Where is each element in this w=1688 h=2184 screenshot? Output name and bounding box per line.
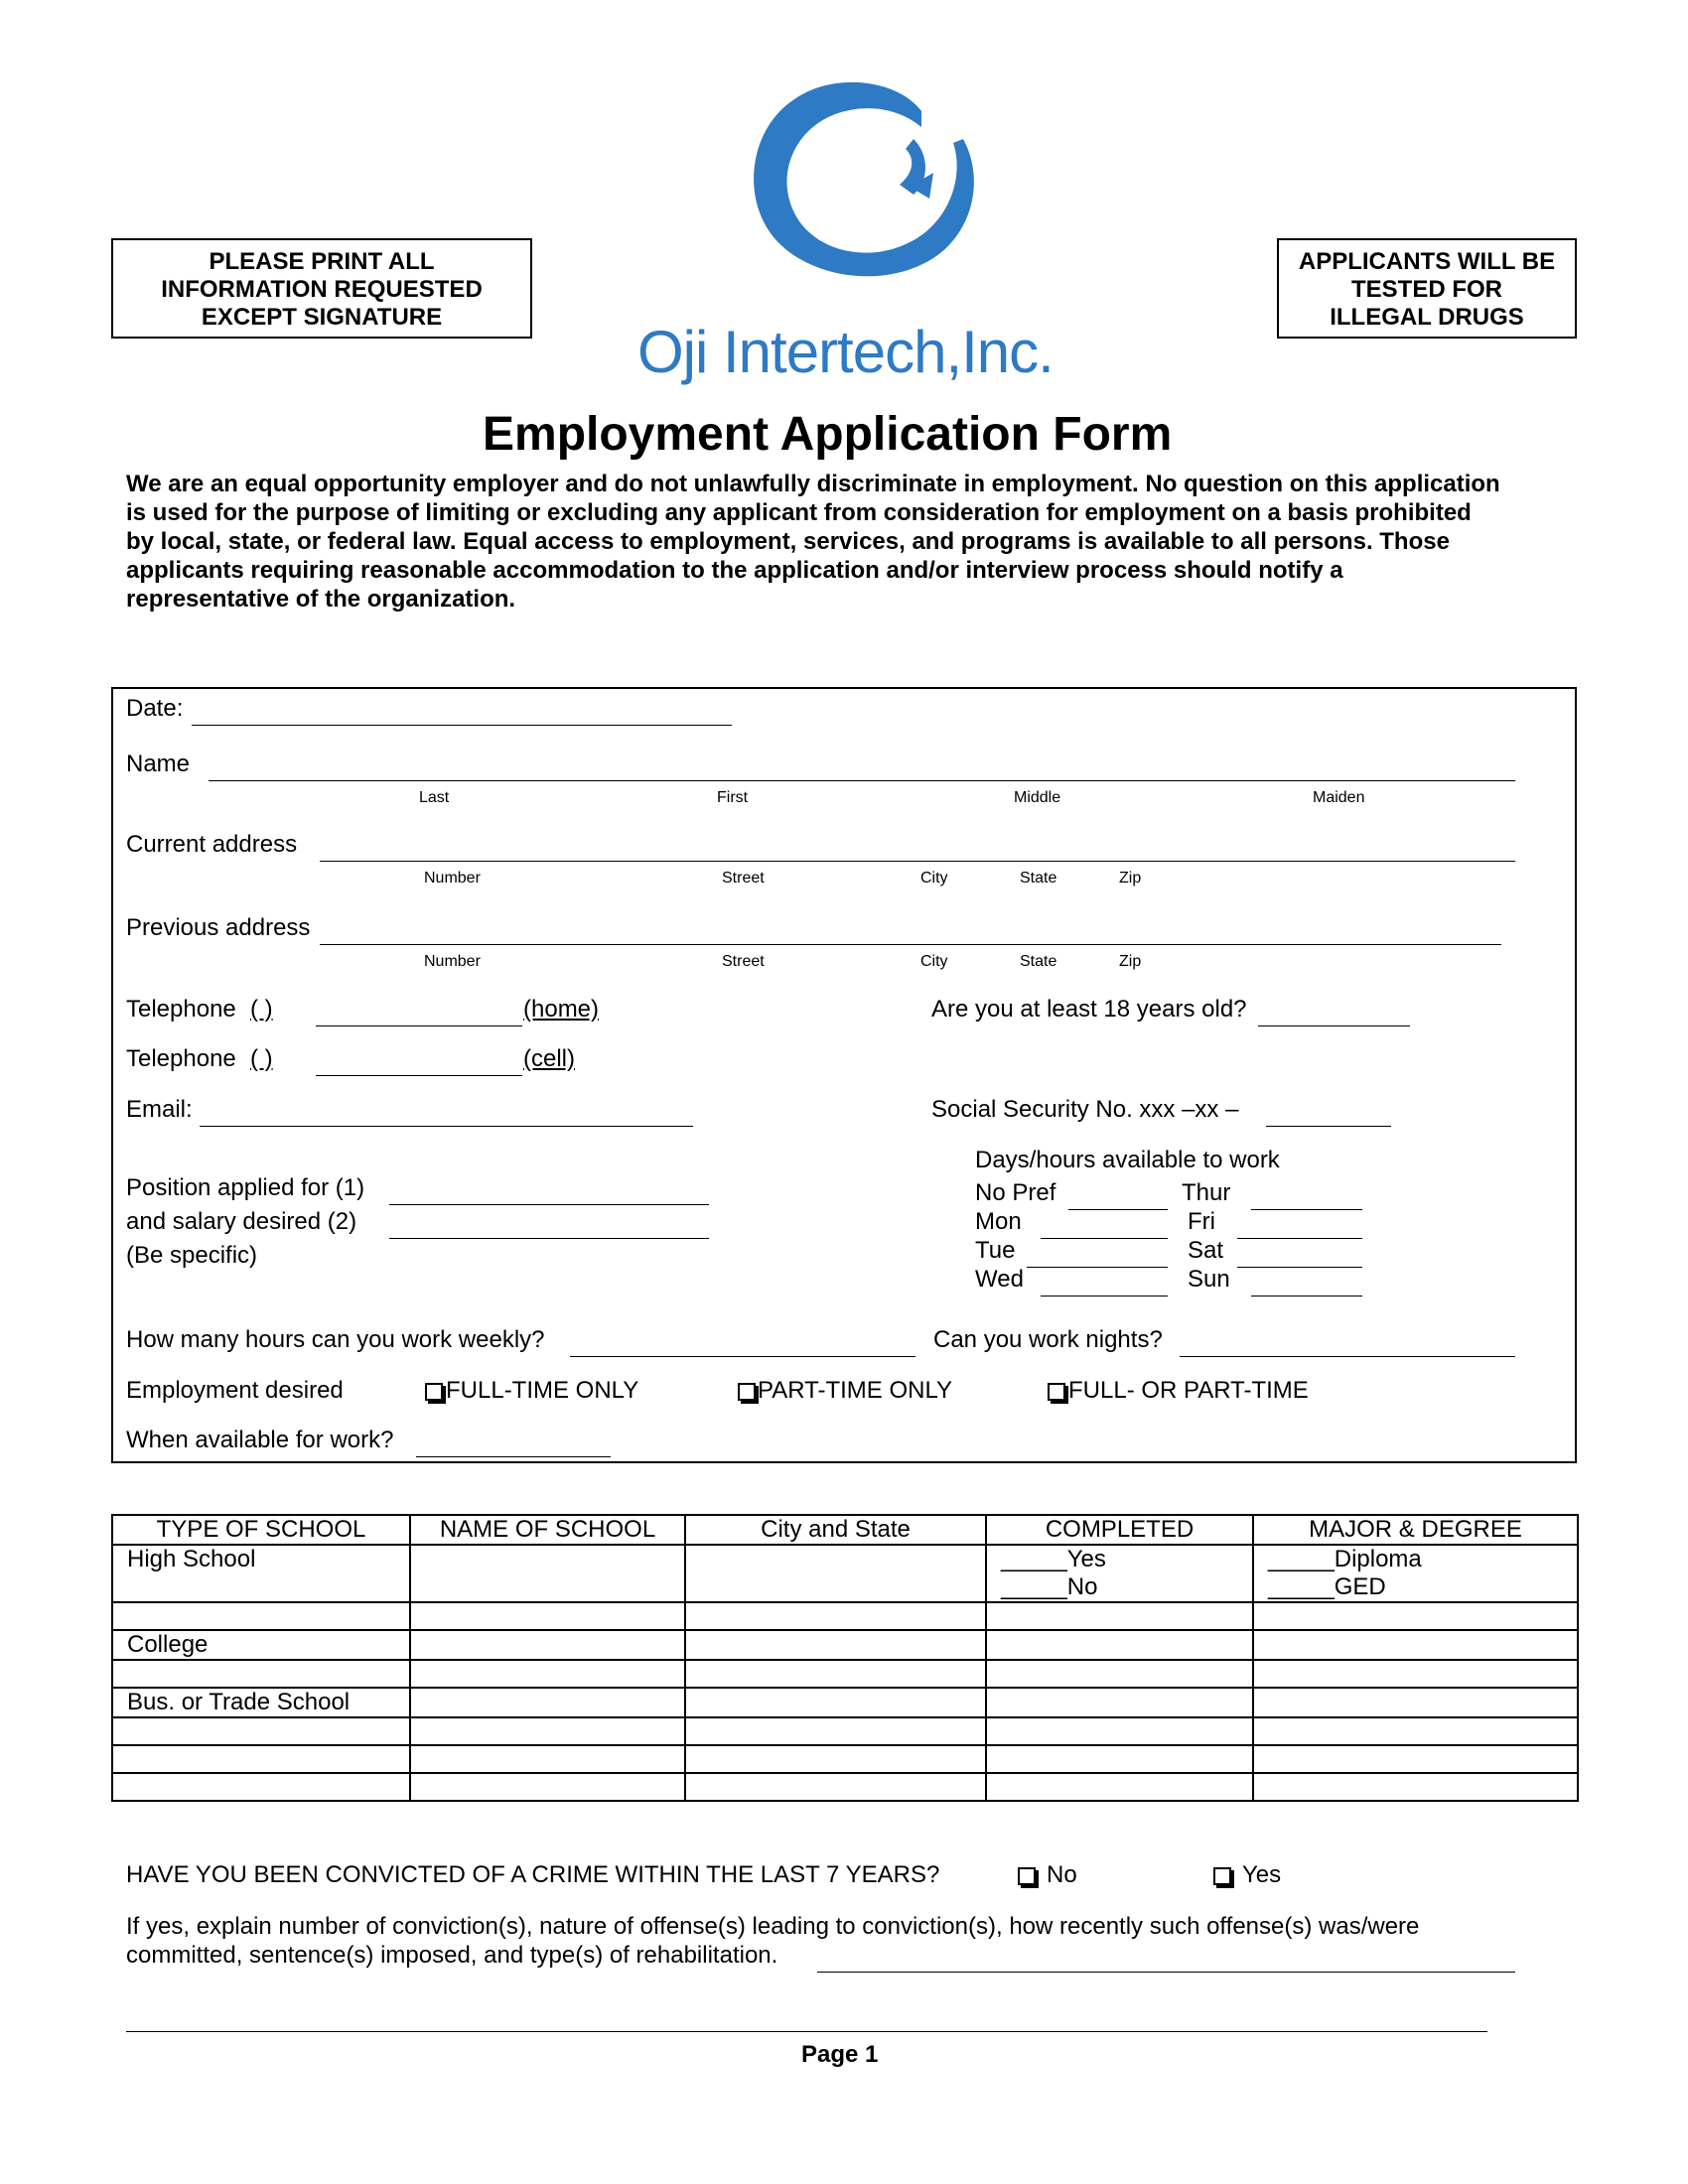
education-header-row: [112, 1515, 1578, 1545]
name-part-last: Last: [419, 789, 450, 806]
eeo-line: is used for the purpose of limiting or excluding any applicant from consideration for employment on a basis prohibited: [126, 499, 1472, 526]
completed-cell[interactable]: [986, 1545, 1253, 1602]
school-name-cell[interactable]: [410, 1545, 685, 1602]
conviction-yes-checkbox[interactable]: [1213, 1867, 1231, 1885]
major-cell[interactable]: [1253, 1745, 1578, 1773]
completed-cell[interactable]: [986, 1602, 1253, 1630]
conviction-explain-field[interactable]: [817, 1944, 1515, 1973]
school-name-cell[interactable]: [410, 1602, 685, 1630]
availability-title: Days/hours available to work: [975, 1147, 1280, 1173]
current-address-field[interactable]: [320, 833, 1515, 862]
table-row: [112, 1717, 1578, 1745]
current-address-label: Current address: [126, 831, 298, 858]
type-of-school-header: TYPE OF SCHOOL: [112, 1515, 410, 1545]
telephone-home-field[interactable]: [316, 998, 522, 1026]
education-table: [111, 1514, 1579, 1802]
age-question: Are you at least 18 years old?: [931, 996, 1247, 1023]
conviction-question: HAVE YOU BEEN CONVICTED OF A CRIME WITHIN THE LAST 7 YEARS?: [126, 1861, 940, 1888]
drug-test-notice-line: TESTED FOR: [1350, 276, 1502, 303]
date-field[interactable]: [192, 697, 732, 726]
diploma-option: _____Diploma: [1268, 1546, 1422, 1572]
position-field-1[interactable]: [389, 1176, 709, 1205]
full-time-checkbox[interactable]: [425, 1383, 443, 1401]
day-label-thur: Thur: [1182, 1179, 1231, 1206]
table-row: [112, 1630, 1578, 1660]
age-field[interactable]: [1258, 998, 1410, 1026]
completed-cell[interactable]: [986, 1688, 1253, 1717]
day-field-fri[interactable]: [1237, 1210, 1362, 1239]
table-row: [112, 1745, 1578, 1773]
day-field-sat[interactable]: [1237, 1239, 1362, 1268]
completed-header: COMPLETED: [986, 1515, 1253, 1545]
school-name-cell[interactable]: [410, 1773, 685, 1801]
conviction-no-label: No: [1047, 1861, 1077, 1888]
completed-cell[interactable]: [986, 1717, 1253, 1745]
completed-no: _____No: [1001, 1573, 1098, 1600]
conviction-no-checkbox[interactable]: [1018, 1867, 1036, 1885]
when-available-field[interactable]: [416, 1429, 611, 1457]
day-field-no-pref[interactable]: [1068, 1181, 1168, 1210]
city-state-cell[interactable]: [685, 1545, 986, 1602]
when-available-label: When available for work?: [126, 1427, 394, 1453]
eeo-line: applicants requiring reasonable accommodation to the application and/or interview process should notify a: [126, 557, 1343, 584]
be-specific-label: (Be specific): [126, 1242, 258, 1269]
company-logo-icon: [735, 69, 993, 308]
email-field[interactable]: [200, 1098, 693, 1127]
major-cell[interactable]: [1253, 1688, 1578, 1717]
print-notice-line: EXCEPT SIGNATURE: [201, 304, 443, 331]
cell-label: (cell): [523, 1045, 575, 1072]
area-code-cell: ( ): [250, 1045, 273, 1072]
conviction-explain-line: If yes, explain number of conviction(s), nature of offense(s) leading to conviction(s), how recently such offense(s) was/were: [126, 1913, 1420, 1940]
date-label: Date:: [126, 695, 184, 722]
telephone-cell-label: Telephone: [126, 1045, 236, 1072]
school-name-cell[interactable]: [410, 1688, 685, 1717]
school-type-cell: [112, 1602, 410, 1630]
drug-test-notice-line: APPLICANTS WILL BE: [1298, 248, 1556, 275]
school-type-cell: [112, 1773, 410, 1801]
address-part-street: Street: [722, 953, 765, 970]
completed-cell[interactable]: [986, 1630, 1253, 1660]
school-type-cell: Bus. or Trade School: [112, 1688, 410, 1717]
school-name-cell[interactable]: [410, 1630, 685, 1660]
table-row: [112, 1688, 1578, 1717]
completed-cell[interactable]: [986, 1773, 1253, 1801]
form-title: Employment Application Form: [483, 408, 1173, 461]
name-of-school-header: NAME OF SCHOOL: [410, 1515, 685, 1545]
position-label: Position applied for (1): [126, 1174, 365, 1201]
table-row: [112, 1602, 1578, 1630]
major-cell[interactable]: [1253, 1545, 1578, 1602]
major-cell[interactable]: [1253, 1773, 1578, 1801]
day-label-tue: Tue: [975, 1237, 1016, 1264]
home-label: (home): [523, 996, 600, 1023]
day-field-mon[interactable]: [1041, 1210, 1168, 1239]
print-notice-line: INFORMATION REQUESTED: [161, 276, 483, 303]
name-part-middle: Middle: [1014, 789, 1061, 806]
salary-label: and salary desired (2): [126, 1208, 357, 1235]
school-type-cell: [112, 1745, 410, 1773]
telephone-cell-field[interactable]: [316, 1047, 522, 1076]
eeo-line: representative of the organization.: [126, 586, 516, 613]
address-part-state: State: [1020, 870, 1057, 887]
drug-test-notice-line: ILLEGAL DRUGS: [1330, 304, 1524, 331]
page-number: Page 1: [801, 2041, 879, 2068]
address-part-city: City: [920, 953, 948, 970]
city-state-cell[interactable]: [685, 1630, 986, 1660]
day-field-thur[interactable]: [1251, 1181, 1362, 1210]
school-name-cell[interactable]: [410, 1745, 685, 1773]
table-row: [112, 1545, 1578, 1602]
day-label-sat: Sat: [1188, 1237, 1224, 1264]
address-part-city: City: [920, 870, 948, 887]
email-label: Email:: [126, 1096, 193, 1123]
employment-desired-label: Employment desired: [126, 1377, 344, 1404]
address-part-number: Number: [424, 953, 481, 970]
address-part-street: Street: [722, 870, 765, 887]
day-label-mon: Mon: [975, 1208, 1022, 1235]
ged-option: _____GED: [1268, 1573, 1386, 1600]
completed-yes: _____Yes: [1001, 1546, 1106, 1572]
previous-address-field[interactable]: [320, 916, 1501, 945]
day-field-tue[interactable]: [1027, 1239, 1168, 1268]
school-name-cell[interactable]: [410, 1717, 685, 1745]
completed-cell[interactable]: [986, 1660, 1253, 1688]
eeo-statement: [126, 470, 1500, 614]
day-label-wed: Wed: [975, 1266, 1024, 1293]
conviction-explain-line: committed, sentence(s) imposed, and type(s) of rehabilitation.: [126, 1942, 778, 1969]
conviction-explain-field-2[interactable]: [126, 2003, 1487, 2032]
school-name-cell[interactable]: [410, 1660, 685, 1688]
city-state-header: City and State: [685, 1515, 986, 1545]
print-notice-box: [111, 238, 532, 339]
conviction-yes-label: Yes: [1242, 1861, 1282, 1888]
address-part-state: State: [1020, 953, 1057, 970]
day-label-sun: Sun: [1188, 1266, 1230, 1293]
print-notice-line: PLEASE PRINT ALL: [209, 248, 435, 275]
day-label-no-pref: No Pref: [975, 1179, 1056, 1206]
hours-weekly-label: How many hours can you work weekly?: [126, 1326, 545, 1353]
nights-label: Can you work nights?: [933, 1326, 1163, 1353]
eeo-line: We are an equal opportunity employer and do not unlawfully discriminate in employment. No question on this application: [126, 471, 1500, 497]
day-field-wed[interactable]: [1041, 1268, 1168, 1297]
city-state-cell[interactable]: [685, 1602, 986, 1630]
city-state-cell[interactable]: [685, 1660, 986, 1688]
previous-address-label: Previous address: [126, 914, 311, 941]
day-label-fri: Fri: [1188, 1208, 1215, 1235]
table-row: [112, 1773, 1578, 1801]
area-code-home: ( ): [250, 996, 273, 1023]
address-part-zip: Zip: [1119, 870, 1142, 887]
school-type-cell: College: [112, 1630, 410, 1660]
telephone-home-label: Telephone: [126, 996, 236, 1023]
completed-cell[interactable]: [986, 1745, 1253, 1773]
school-type-cell: High School: [112, 1545, 410, 1602]
nights-field[interactable]: [1180, 1328, 1515, 1357]
major-cell[interactable]: [1253, 1630, 1578, 1660]
part-time-checkbox[interactable]: [738, 1383, 756, 1401]
major-cell[interactable]: [1253, 1660, 1578, 1688]
full-or-part-time-checkbox[interactable]: [1048, 1383, 1065, 1401]
major-cell[interactable]: [1253, 1717, 1578, 1745]
hours-weekly-field[interactable]: [570, 1328, 915, 1357]
name-part-first: First: [717, 789, 749, 806]
ssn-label: Social Security No. xxx –xx –: [931, 1096, 1239, 1123]
city-state-cell[interactable]: [685, 1688, 986, 1717]
drug-test-notice-box: [1277, 238, 1577, 339]
name-field[interactable]: [209, 752, 1515, 781]
address-part-zip: Zip: [1119, 953, 1142, 970]
table-row: [112, 1660, 1578, 1688]
eeo-line: by local, state, or federal law. Equal access to employment, services, and programs is available to all persons. Those: [126, 528, 1450, 555]
name-part-maiden: Maiden: [1313, 789, 1365, 806]
city-state-cell[interactable]: [685, 1745, 986, 1773]
city-state-cell[interactable]: [685, 1773, 986, 1801]
school-type-cell: [112, 1717, 410, 1745]
full-time-option: FULL-TIME ONLY: [446, 1377, 639, 1404]
part-time-option: PART-TIME ONLY: [758, 1377, 953, 1404]
full-or-part-time-option: FULL- OR PART-TIME: [1068, 1377, 1309, 1404]
name-label: Name: [126, 751, 191, 777]
school-type-cell: [112, 1660, 410, 1688]
ssn-field[interactable]: [1266, 1098, 1391, 1127]
position-field-2[interactable]: [389, 1210, 709, 1239]
city-state-cell[interactable]: [685, 1717, 986, 1745]
day-field-sun[interactable]: [1251, 1268, 1362, 1297]
major-cell[interactable]: [1253, 1602, 1578, 1630]
company-name: Oji Intertech,Inc.: [637, 319, 1054, 385]
address-part-number: Number: [424, 870, 481, 887]
major-degree-header: MAJOR & DEGREE: [1253, 1515, 1578, 1545]
